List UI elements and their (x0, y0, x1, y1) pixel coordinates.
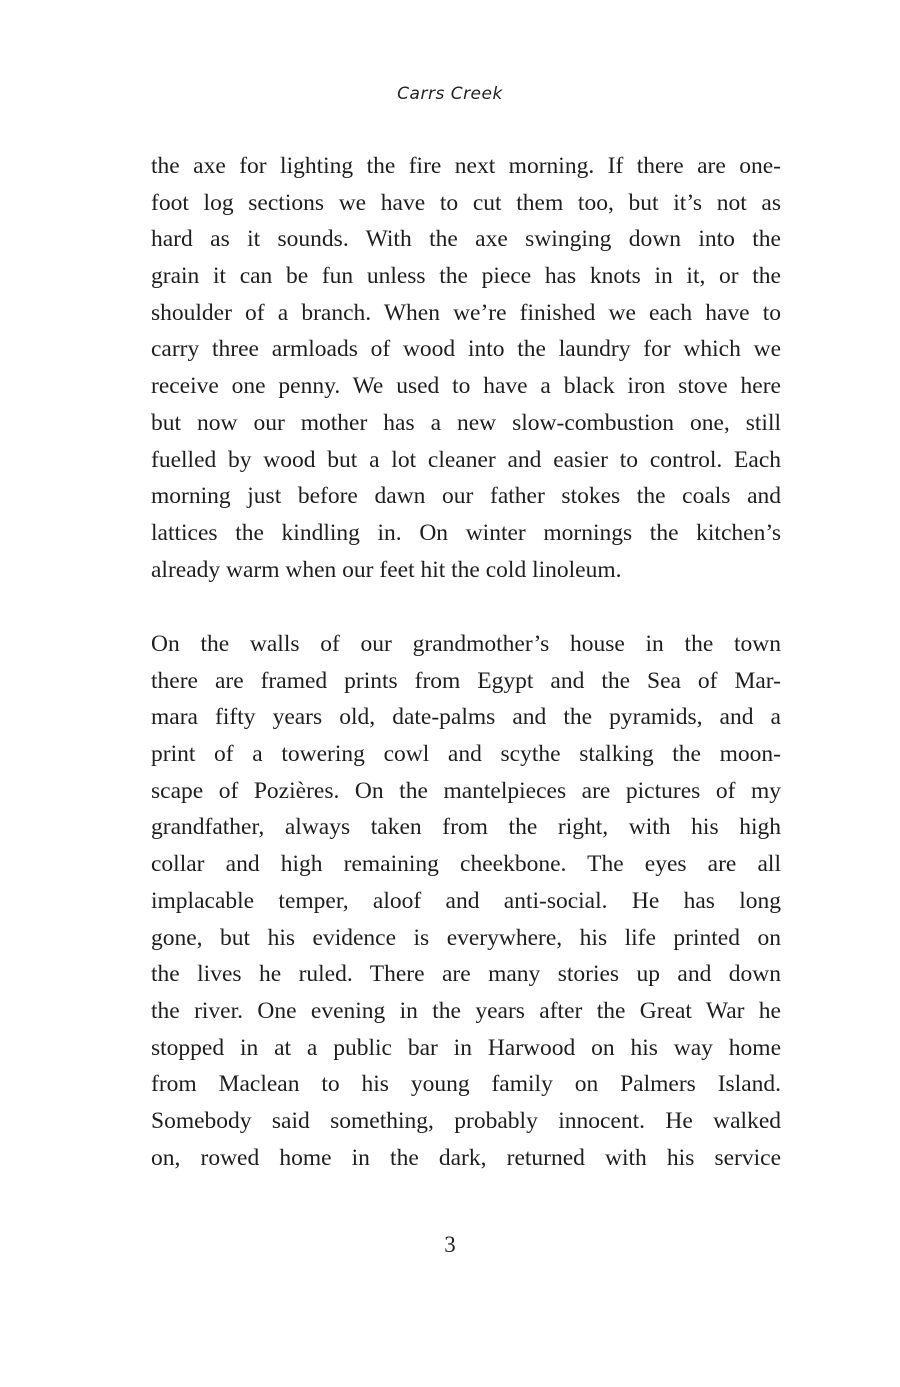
text-line: the lives he ruled. There are many stories up and down (151, 961, 781, 988)
text-line: scape of Pozières. On the mantelpieces are pictures of my (151, 777, 781, 804)
text-line: morning just before dawn our father stokes the coals and (151, 483, 781, 510)
text-line: there are framed prints from Egypt and the Sea of Mar- (151, 667, 781, 694)
text-line: foot log sections we have to cut them too, but it’s not as (151, 189, 781, 216)
paragraph-1 (151, 148, 781, 588)
text-line: stopped in at a public bar in Harwood on his way home (151, 1034, 781, 1061)
text-line: the river. One evening in the years after the Great War he (151, 997, 781, 1024)
text-line: the axe for lighting the fire next morning. If there are one- (151, 153, 781, 179)
text-line: On the walls of our grandmother’s house in the town (151, 631, 781, 657)
text-line: receive one penny. We used to have a black iron stove here (151, 373, 781, 400)
text-line: mara fifty years old, date-palms and the pyramids, and a (151, 704, 781, 731)
text-line: implacable temper, aloof and anti-social. He has long (151, 887, 781, 914)
page-number: 3 (444, 1232, 456, 1257)
text-line: already warm when our feet hit the cold linoleum. (151, 556, 622, 583)
text-line: lattices the kindling in. On winter mornings the kitchen’s (151, 519, 781, 546)
text-line: shoulder of a branch. When we’re finished we each have to (151, 299, 781, 326)
text-line: fuelled by wood but a lot cleaner and easier to control. Each (151, 446, 781, 473)
text-line: on, rowed home in the dark, returned with his service (151, 1144, 781, 1171)
text-line: Somebody said something, probably innocent. He walked (151, 1107, 781, 1134)
text-line: grandfather, always taken from the right, with his high (151, 814, 781, 841)
text-line: collar and high remaining cheekbone. The eyes are all (151, 851, 781, 878)
text-line: gone, but his evidence is everywhere, his life printed on (151, 924, 781, 951)
running-head: Carrs Creek (397, 84, 503, 104)
text-line: print of a towering cowl and scythe stalking the moon- (151, 741, 781, 768)
paragraph-2 (151, 626, 781, 1176)
text-line: but now our mother has a new slow-combustion one, still (151, 409, 781, 436)
text-line: grain it can be fun unless the piece has knots in it, or the (151, 263, 781, 290)
text-line: from Maclean to his young family on Palmers Island. (151, 1071, 781, 1098)
text-line: hard as it sounds. With the axe swinging down into the (151, 226, 781, 253)
text-line: carry three armloads of wood into the laundry for which we (151, 336, 781, 363)
